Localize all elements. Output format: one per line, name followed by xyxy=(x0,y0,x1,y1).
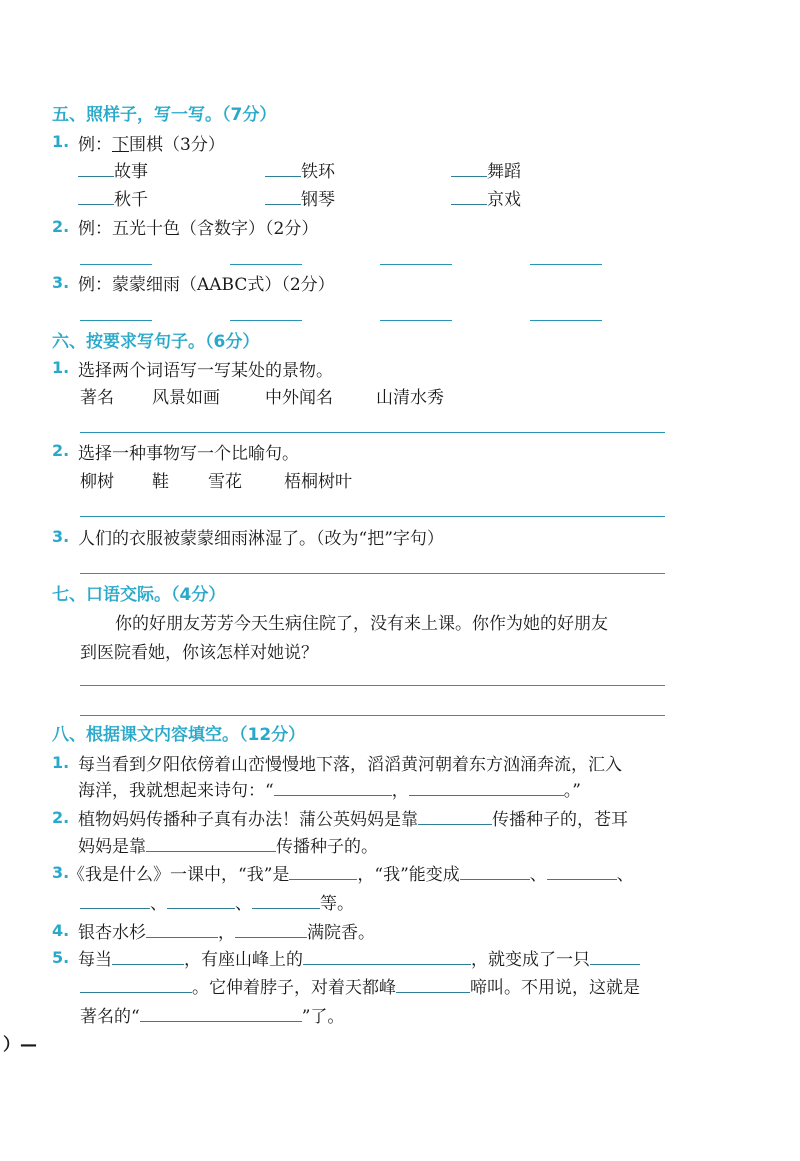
answer-blank[interactable] xyxy=(274,778,392,796)
q8-3-number: 3. xyxy=(52,863,70,882)
answer-blank[interactable] xyxy=(235,920,307,938)
answer-blank[interactable] xyxy=(80,891,150,909)
q5-1-prompt: 例：下围棋（3分） xyxy=(78,135,225,155)
section-6-title: 六、按要求写句子。（6分） xyxy=(52,332,260,352)
answer-line[interactable] xyxy=(80,685,665,686)
q8-5-number: 5. xyxy=(52,948,70,967)
q5-2-number: 2. xyxy=(52,217,70,236)
answer-line[interactable] xyxy=(530,264,602,265)
section-7-title: 七、口语交际。（4分） xyxy=(52,585,226,605)
word-option: 山清水秀 xyxy=(376,388,444,408)
word-option: 梧桐树叶 xyxy=(284,472,352,492)
q8-4-line: 银杏水杉 ， 满院香。 xyxy=(78,918,375,943)
page-number-mark: ）— xyxy=(3,1035,37,1055)
q8-1-line2: 海洋，我就想起来诗句：“ ， 。” xyxy=(78,776,581,801)
word-item: 钢琴 xyxy=(265,185,335,210)
answer-line[interactable] xyxy=(80,516,665,517)
answer-line[interactable] xyxy=(380,320,452,321)
word-option: 风景如画 xyxy=(152,388,220,408)
answer-blank[interactable] xyxy=(460,862,530,880)
word-item: 故事 xyxy=(78,157,148,182)
answer-line[interactable] xyxy=(80,573,665,574)
q7-text-line1: 你的好朋友芳芳今天生病住院了，没有来上课。你作为她的好朋友 xyxy=(115,614,608,634)
answer-blank[interactable] xyxy=(451,187,487,205)
q8-1-number: 1. xyxy=(52,753,70,772)
q5-3-prompt: 例：蒙蒙细雨（AABC式）（2分） xyxy=(78,275,335,295)
answer-line[interactable] xyxy=(80,715,665,716)
answer-blank[interactable] xyxy=(289,862,357,880)
answer-blank[interactable] xyxy=(409,778,564,796)
answer-line[interactable] xyxy=(230,320,302,321)
word-option: 鞋 xyxy=(152,472,169,492)
section-5-title: 五、照样子，写一写。（7分） xyxy=(52,105,277,125)
q8-2-line2: 妈妈是靠 传播种子的。 xyxy=(78,832,378,857)
q6-3-number: 3. xyxy=(52,527,70,546)
answer-blank[interactable] xyxy=(167,891,235,909)
q5-1-number: 1. xyxy=(52,132,70,151)
q8-3-line1: 《我是什么》一课中，“我”是 ，“我”能变成 、 、 xyxy=(68,860,634,885)
answer-blank[interactable] xyxy=(451,159,487,177)
q6-1-number: 1. xyxy=(52,358,70,377)
word-option: 雪花 xyxy=(208,472,242,492)
answer-blank[interactable] xyxy=(396,975,470,993)
section-8-title: 八、根据课文内容填空。（12分） xyxy=(52,725,306,745)
q8-3-line2: 、 、 等。 xyxy=(80,889,354,914)
answer-blank[interactable] xyxy=(146,834,276,852)
answer-blank[interactable] xyxy=(78,187,114,205)
answer-blank[interactable] xyxy=(547,862,617,880)
answer-blank[interactable] xyxy=(112,947,184,965)
answer-line[interactable] xyxy=(380,264,452,265)
answer-blank[interactable] xyxy=(418,807,492,825)
word-item: 舞蹈 xyxy=(451,157,521,182)
word-option: 柳树 xyxy=(80,472,114,492)
q6-1-prompt: 选择两个词语写一写某处的景物。 xyxy=(78,361,333,381)
answer-line[interactable] xyxy=(80,264,152,265)
answer-line[interactable] xyxy=(230,264,302,265)
q6-2-number: 2. xyxy=(52,441,70,460)
q8-4-number: 4. xyxy=(52,921,70,940)
word-option: 著名 xyxy=(80,388,114,408)
q6-3-prompt: 人们的衣服被蒙蒙细雨淋湿了。（改为“把”字句） xyxy=(78,529,444,549)
q8-2-line1: 植物妈妈传播种子真有办法！蒲公英妈妈是靠 传播种子的，苍耳 xyxy=(78,805,628,830)
answer-line[interactable] xyxy=(80,432,665,433)
word-item: 京戏 xyxy=(451,185,521,210)
answer-line[interactable] xyxy=(530,320,602,321)
answer-blank[interactable] xyxy=(252,891,320,909)
q5-2-prompt: 例：五光十色（含数字）（2分） xyxy=(78,219,319,239)
answer-line[interactable] xyxy=(80,320,152,321)
q8-1-line1: 每当看到夕阳依傍着山峦慢慢地下落，滔滔黄河朝着东方汹涌奔流，汇入 xyxy=(78,755,622,775)
q5-3-number: 3. xyxy=(52,273,70,292)
q8-5-line1: 每当 ，有座山峰上的 ，就变成了一只 xyxy=(78,945,640,970)
q7-text-line2: 到医院看她，你该怎样对她说？ xyxy=(80,643,318,663)
answer-blank[interactable] xyxy=(80,975,192,993)
q6-2-prompt: 选择一种事物写一个比喻句。 xyxy=(78,444,299,464)
answer-blank[interactable] xyxy=(303,947,471,965)
answer-blank[interactable] xyxy=(140,1004,302,1022)
q8-5-line2: 。它伸着脖子，对着天都峰 啼叫。不用说，这就是 xyxy=(80,973,640,998)
answer-blank[interactable] xyxy=(146,920,218,938)
q8-5-line3: 著名的“ ”了。 xyxy=(80,1002,344,1027)
word-option: 中外闻名 xyxy=(265,388,333,408)
word-item: 秋千 xyxy=(78,185,148,210)
word-item: 铁环 xyxy=(265,157,335,182)
q8-2-number: 2. xyxy=(52,808,70,827)
answer-blank[interactable] xyxy=(590,947,640,965)
answer-blank[interactable] xyxy=(265,187,301,205)
answer-blank[interactable] xyxy=(265,159,301,177)
answer-blank[interactable] xyxy=(78,159,114,177)
